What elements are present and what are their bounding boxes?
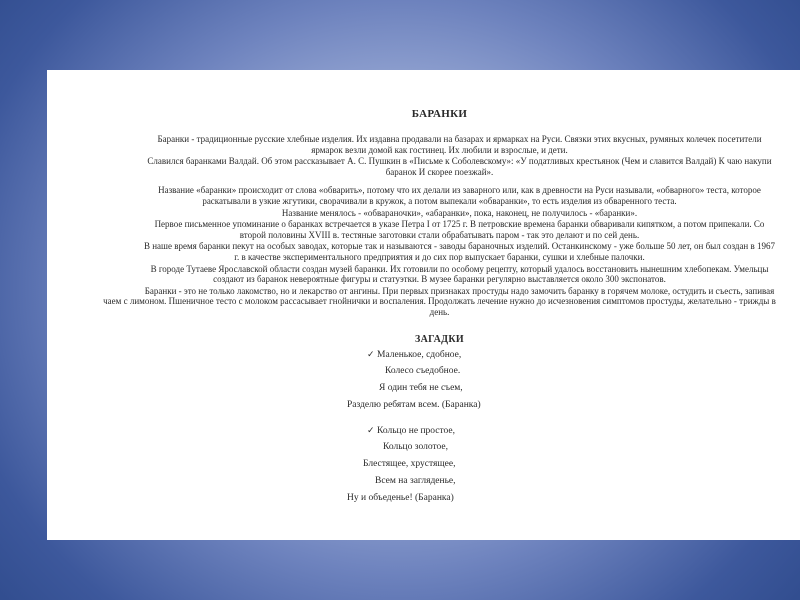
paragraph-museum: В городе Тутаеве Ярославской области создан музей баранки. Их готовили по особому рецепту, который удалось восстановить нынешним хлебопекам. Умельцы создают из баранок невероятные фигуры и статуэтки. В музее баранки регулярно выставляется около 300 экспонатов.	[150, 263, 769, 285]
paragraph-history: Первое письменное упоминание о баранках встречается в указе Петра I от 1725 г. В петровские времена баранки обваривали кипятком, а потом припекали. Со второй половины XVIII в. тестяные заготовки стали обрабатывать паром - так это делают и по сей день.	[154, 219, 765, 240]
paragraph-gap	[103, 178, 776, 185]
paragraph-intro: Баранки - традиционные русские хлебные изделия. Их издавна продавали на базарах и ярмарках на Руси. Связки этих вкусных, румяных колечек посетители ярмарок везли домой как гостинец. Их любили и взрослые, и дети.	[157, 134, 762, 155]
riddle-1	[347, 346, 563, 414]
document-page	[47, 70, 800, 540]
checkmark-icon: ✓	[367, 424, 375, 435]
riddle-line: Всем на загляденье,	[375, 476, 456, 487]
paragraph-medicine: Баранки - это не только лакомство, но и лекарство от ангины. При первых признаках простуды надо замочить баранку в горячем молоке, остудить и съесть, запивая чаем с лимоном. Пшеничное тесто с молоком рассасывает гнойнички и воспаления. Продолжать лечение нужно до исчезновения симптомов простуды, желательно - трижды в день.	[103, 285, 776, 317]
paragraph-factories: В наше время баранки пекут на особых заводах, которые так и называются - заводы бараночных изделий. Останкинскому - уже больше 50 лет, он был создан в 1967 г. в качестве экспериментального предприятия и до сих пор выпускает баранки, сушки и хлебные палочки.	[143, 241, 776, 262]
riddle-line: Ну и объеденье! (Баранка)	[347, 492, 454, 503]
paragraph-etymology: Название «баранки» происходит от слова «обварить», потому что их делали из заварного или, как в древности на Руси называли, «обварного» теста, которое раскатывали в узкие жгутики, сворачивали в кружок, а потом выпекали «обваранки», то есть изделия из обваренного теста.	[158, 185, 761, 206]
paragraph-valdai: Славился баранками Валдай. Об этом рассказывает А. С. Пушкин в «Письме к Соболевскому»: «У податливых крестьянок (Чем и славится Валдай) К чаю накупи баранок И скорее поезжай».	[147, 156, 772, 177]
riddle-2	[347, 422, 563, 507]
riddle-line: ✓ Кольцо не простое,	[363, 422, 563, 440]
paragraph-name-change: Название менялось - «обвараночки», «абаранки», пока, наконец, не получилось - «баранки».	[281, 207, 638, 218]
riddles-title: ЗАГАДКИ	[414, 333, 464, 345]
riddle-line: Разделю ребятам всем. (Баранка)	[347, 399, 481, 410]
checkmark-icon: ✓	[367, 348, 375, 359]
riddle-line: Кольцо золотое,	[383, 442, 448, 453]
riddle-line: Колесо съедобное.	[385, 366, 461, 377]
riddle-line: Я один тебя не съем,	[379, 383, 463, 394]
riddle-line: ✓ Маленькое, сдобное,	[363, 346, 563, 364]
document-title: БАРАНКИ	[411, 108, 468, 120]
riddle-line: Блестящее, хрустящее,	[363, 459, 456, 470]
